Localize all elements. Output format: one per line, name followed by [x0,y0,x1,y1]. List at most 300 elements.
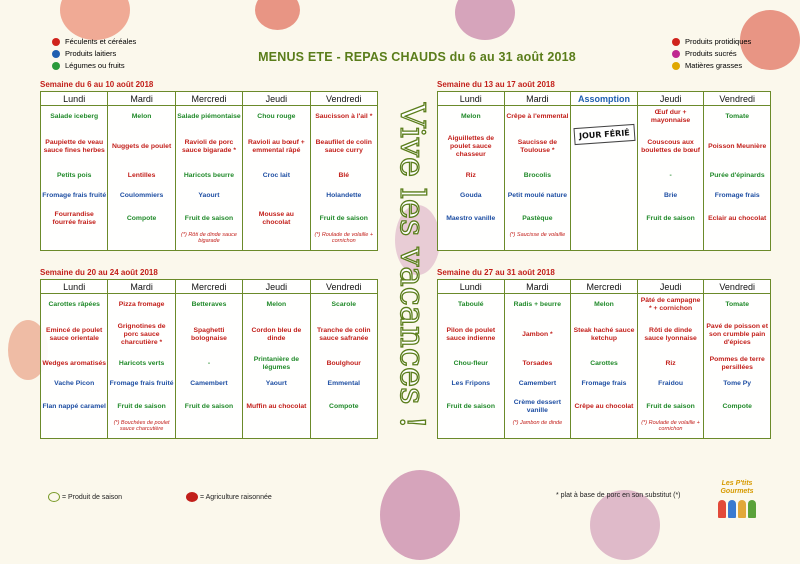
menu-cell [41,166,108,186]
pork-legend: * plat à base de porc en son substitut (*) [556,492,681,499]
menu-cell [438,128,505,166]
day-header: Mardi [108,280,175,294]
note-cell [108,420,175,439]
menu-cell [571,374,638,394]
menu-item: Torsades [522,360,553,367]
menu-item: Croc lait [262,172,290,179]
menu-cell [438,316,505,354]
notes-row [41,232,378,251]
note-cell [41,420,108,439]
menu-cell [571,394,638,420]
menu-item: Taboulé [458,301,484,308]
menu-item: Couscous aux boulettes de bœuf [641,139,701,154]
menu-item: Lentilles [127,172,156,179]
menu-item: Boulghour [326,360,361,367]
legend-item [672,60,751,72]
menu-cell [637,394,704,420]
menu-item: Pavé de poisson et son crumble pain d'épices [706,323,768,346]
notes-row [41,420,378,439]
menu-item: Crêpe à l'emmental [506,113,569,120]
menu-cell [41,186,108,206]
menu-cell [438,394,505,420]
menu-item: Gouda [460,192,482,199]
menu-cell [637,186,704,206]
tomato-decoration [60,0,130,40]
menu-cell [504,106,571,129]
week-title: Semaine du 13 au 17 août 2018 [437,80,555,89]
menu-item: Crêpe au chocolat [574,403,634,410]
day-header: Vendredi [310,92,377,106]
menu-cell [571,294,638,317]
onion-decoration [590,490,660,560]
menu-item: - [207,360,211,367]
menu-cell [175,206,242,232]
menu-item: Beaufilet de colin sauce curry [315,139,372,154]
menu-item: Compote [329,403,359,410]
menu-cell [310,106,377,129]
day-header: Jeudi [637,280,704,294]
menu-cell [704,128,771,166]
menu-item: Carottes [590,360,618,367]
menu-row [438,394,771,420]
menu-item: Radis + beurre [513,301,562,308]
menu-cell [243,106,310,129]
holiday-sign: JOUR FÉRIÉ [573,124,635,145]
day-header: Vendredi [704,92,771,106]
menu-item: Saucisse de Toulouse * [517,139,558,154]
menu-item: Compote [126,215,157,222]
note-cell [175,420,242,439]
day-header: Mercredi [571,280,638,294]
menu-cell [243,316,310,354]
menu-cell [108,354,175,374]
menu-cell [243,186,310,206]
menu-cell [41,128,108,166]
day-header: Mercredi [175,92,242,106]
menu-cell [108,206,175,232]
legend-item [672,36,751,48]
menu-row [438,316,771,354]
menu-item: Fruit de saison [117,403,166,410]
note-cell [310,232,377,251]
menu-item: Carottes râpées [48,301,100,308]
menu-item: Riz [665,360,676,367]
menu-cell [243,394,310,420]
menu-cell [637,374,704,394]
menu-item: Muffin au chocolat [246,403,307,410]
menu-table [437,279,771,439]
menu-item: Tome Py [723,380,752,387]
menu-row [41,128,378,166]
menu-item: Brie [663,192,678,199]
menu-item: Les Fripons [451,380,491,387]
menu-item: Chou rouge [257,113,296,120]
child-figure-icon [748,500,756,518]
menu-row [41,206,378,232]
legend-left [52,36,136,72]
note-cell [243,420,310,439]
menu-item: Ravioli de porc sauce bigarade * [181,139,236,154]
menu-row [41,374,378,394]
week-3-menu [40,268,378,439]
substitute-note: (*) Rôti de dinde sauce bigarade [181,232,237,244]
menu-cell [571,106,638,251]
menu-item: Rôti de dinde sauce lyonnaise [644,327,697,342]
menu-cell [175,394,242,420]
menu-cell [41,294,108,317]
menu-item: Riz [465,172,476,179]
note-cell [108,232,175,251]
menu-item: Fourrandise fourrée fraise [52,211,96,226]
logo-text: Les P'tits Gourmets [720,480,754,495]
menu-cell [504,128,571,166]
menu-cell [41,106,108,129]
menu-cell [175,316,242,354]
day-header: Jeudi [243,92,310,106]
menu-item: Melon [131,113,152,120]
menu-cell [243,128,310,166]
tomato-decoration [255,0,300,30]
week-4-menu [437,268,771,439]
note-cell [310,420,377,439]
menu-cell [704,206,771,232]
menu-item: - [669,172,672,179]
day-header: Mardi [504,92,571,106]
menu-cell [310,294,377,317]
season-legend: = Produit de saison [61,493,123,501]
menu-item: Tomate [725,301,750,308]
menu-item: Tranche de colin sauce safranée [316,327,371,342]
menu-table [437,91,771,251]
day-header: Vendredi [310,280,377,294]
day-header: Lundi [41,92,108,106]
menu-item: Fruit de saison [184,403,234,410]
menu-cell [310,316,377,354]
menu-item: Vache Picon [54,380,95,387]
note-cell [41,232,108,251]
week-title: Semaine du 6 au 10 août 2018 [40,80,154,89]
menu-cell [310,166,377,186]
menu-cell [438,186,505,206]
menu-cell [108,166,175,186]
menu-item: Fromage frais fruité [109,380,174,387]
menu-item: Poisson Meunière [708,143,767,150]
menu-cell [637,294,704,317]
menu-item: Blé [338,172,350,179]
menu-cell [175,166,242,186]
menu-item [243,186,309,206]
day-header: Jeudi [637,92,704,106]
menu-item: Eclair au chocolat [708,215,767,222]
day-header: Mardi [504,280,571,294]
menu-cell [504,354,571,374]
menu-cell [704,354,771,374]
menu-cell [704,394,771,420]
menu-cell [41,374,108,394]
menu-cell [108,394,175,420]
menu-item: Fruit de saison [446,403,495,410]
menu-item: Emincé de poulet sauce orientale [46,327,103,342]
menu-cell [704,106,771,129]
onion-decoration [380,470,460,560]
menu-cell [504,294,571,317]
menu-cell [438,106,505,129]
menu-item: Nuggets de poulet [111,143,172,150]
menu-item: Spaghetti bolognaise [191,327,227,342]
menu-cell [571,316,638,354]
menu-item: Paupiette de veau sauce fines herbes [43,139,105,154]
legend-label: Produits laitiers [65,49,117,58]
note-cell [637,420,704,439]
menu-item: Fruit de saison [319,215,368,222]
menu-item: Salade iceberg [50,113,99,120]
menu-cell [504,186,571,206]
note-cell [704,232,771,251]
menu-item: Flan nappé caramel [42,403,106,410]
note-cell [438,232,505,251]
week-title: Semaine du 27 au 31 août 2018 [437,268,555,277]
menu-item: Printanière de légumes [253,356,300,371]
menu-item: Camembert [190,380,228,387]
menu-cell [637,206,704,232]
menu-item: Maestro vanille [446,215,496,222]
menu-item: Brocolis [523,172,551,179]
footer [48,492,122,502]
legend-label: Matières grasses [685,61,743,70]
day-header: Assomption [571,92,638,106]
menu-cell [108,316,175,354]
company-logo [714,480,760,520]
onion-decoration [455,0,515,40]
menu-row [438,374,771,394]
menu-cell [504,316,571,354]
menu-item: Purée d'épinards [709,172,765,179]
menu-cell [175,106,242,129]
menu-item: Œuf dur + mayonnaise [650,109,691,124]
menu-row [41,394,378,420]
menu-item: Petits pois [57,172,92,179]
substitute-note: (*) Roulade de volaille + cornichon [314,232,374,244]
menu-row [41,186,378,206]
day-header: Mercredi [175,280,242,294]
legend-item [52,48,136,60]
menu-cell [175,374,242,394]
menu-item: Fromage frais [581,380,627,387]
menu-row [438,294,771,317]
menu-cell [243,294,310,317]
menu-cell [637,354,704,374]
legend-dot [672,38,680,46]
menu-row [438,106,771,129]
note-cell [571,420,638,439]
legend-item [52,60,136,72]
menu-item: Coulommiers [119,192,164,199]
menu-cell [175,128,242,166]
menu-item: Betteraves [191,301,227,308]
menu-item: Saucisson à l'ail * [315,113,373,120]
menu-item: Melon [460,113,481,120]
menu-item: Grignotines de porc sauce charcutière * [117,323,166,346]
menu-cell [108,106,175,129]
menu-row [41,316,378,354]
menu-item: Cordon bleu de dinde [251,327,302,342]
menu-cell [175,186,242,206]
menu-row [438,354,771,374]
menu-cell [310,374,377,394]
menu-cell [438,206,505,232]
legend-dot [672,62,680,70]
menu-row [41,354,378,374]
menu-item: Emmental [327,380,361,387]
note-cell [504,420,571,439]
menu-cell [310,128,377,166]
legend-dot [52,62,60,70]
ladybug-icon [186,492,198,502]
menu-cell [175,294,242,317]
menu-item: Aiguillettes de poulet sauce chasseur [447,135,495,158]
menu-cell [704,166,771,186]
menu-cell [243,354,310,374]
menu-cell [504,166,571,186]
menu-cell [504,374,571,394]
menu-cell [41,316,108,354]
menu-cell [41,206,108,232]
menu-cell [438,374,505,394]
menu-cell [108,374,175,394]
note-cell [438,420,505,439]
menu-row [41,106,378,129]
menu-item: Fruit de saison [646,403,695,410]
menu-cell [438,294,505,317]
legend-item [52,36,136,48]
note-cell [175,232,242,251]
menu-cell [243,166,310,186]
menu-item: Melon [266,301,287,308]
menu-item: Haricots verts [118,360,165,367]
menu-row [41,294,378,317]
menu-cell [108,186,175,206]
day-header: Vendredi [704,280,771,294]
legend-label: Légumes ou fruits [65,61,125,70]
menu-item: Ravioli au bœuf + emmental râpé [247,139,305,154]
note-cell [504,232,571,251]
menu-cell [571,354,638,374]
legend-dot [672,50,680,58]
menu-item: Pâté de campagne * + cornichon [640,297,701,312]
week-2-menu [437,80,771,251]
menu-cell [41,354,108,374]
menu-table [40,279,378,439]
day-header: Lundi [438,92,505,106]
menu-item: Holandette [326,192,362,199]
menu-table [40,91,378,251]
substitute-note: (*) Saucisse de volaille [509,232,566,238]
day-header: Jeudi [243,280,310,294]
menu-cell [438,166,505,186]
menu-item: Crème dessert vanille [513,399,561,414]
menu-cell [310,354,377,374]
menu-item: Yaourt [198,192,220,199]
menu-cell [310,394,377,420]
week-1-menu [40,80,378,251]
menu-cell [704,316,771,354]
menu-cell [310,206,377,232]
menu-cell [637,106,704,129]
menu-cell [504,206,571,232]
menu-item: Tomate [725,113,750,120]
notes-row [438,420,771,439]
note-cell [243,232,310,251]
legend-item [672,48,751,60]
legend-label: Produits protidiques [685,37,752,46]
week-title: Semaine du 20 au 24 août 2018 [40,268,158,277]
menu-cell [438,354,505,374]
legend-label: Féculents et céréales [65,37,137,46]
menu-item: Scarole [331,301,357,308]
footer-pork [556,492,681,499]
menu-cell [108,294,175,317]
substitute-note: (*) Jambon de dinde [512,420,563,426]
agri-legend: = Agriculture raisonnée [199,493,272,501]
footer-agri [186,492,272,502]
menu-item: Fromage frais fruité [42,192,107,199]
menu-cell [504,394,571,420]
vive-les-vacances-text [387,95,439,455]
menu-cell [41,394,108,420]
menu-item: Chou-fleur [453,360,488,367]
legend-dot [52,38,60,46]
menu-cell [175,354,242,374]
menu-cell [310,186,377,206]
side-text: Vive les vacances ! [392,103,432,429]
menu-cell [243,206,310,232]
menu-cell [108,128,175,166]
substitute-note: (*) Bouchées de poulet sauce charcutière [113,420,170,432]
day-header: Lundi [438,280,505,294]
menu-cell [704,374,771,394]
menu-item: Wedges aromatisés [42,360,107,367]
menu-item: Fruit de saison [184,215,234,222]
menu-item: Pommes de terre persillées [709,356,765,371]
menu-cell [243,374,310,394]
menu-cell [637,128,704,166]
legend-right [672,36,751,72]
menu-row [41,166,378,186]
legend-label: Produits sucrés [685,49,737,58]
child-figure-icon [728,500,736,518]
note-cell [704,420,771,439]
day-header: Mardi [108,92,175,106]
child-figure-icon [718,500,726,518]
menu-item: Pilon de poulet sauce indienne [446,327,496,342]
menu-cell [704,186,771,206]
menu-cell [637,166,704,186]
menu-item: Haricots beurre [183,172,235,179]
menu-item: Steak haché sauce ketchup [573,327,635,342]
legend-dot [52,50,60,58]
season-icon [48,492,60,502]
menu-item: Fromage frais [714,192,760,199]
menu-item: Melon [594,301,614,308]
menu-item: Salade piémontaise [177,113,241,120]
menu-cell [637,316,704,354]
substitute-note: (*) Roulade de volaille + cornichon [641,420,700,432]
menu-cell [704,294,771,317]
menu-item: Pizza fromage [118,301,165,308]
menu-item: Yaourt [265,380,287,387]
menu-item: Jambon * [522,331,553,338]
menu-item: Mousse au chocolat [258,211,294,226]
